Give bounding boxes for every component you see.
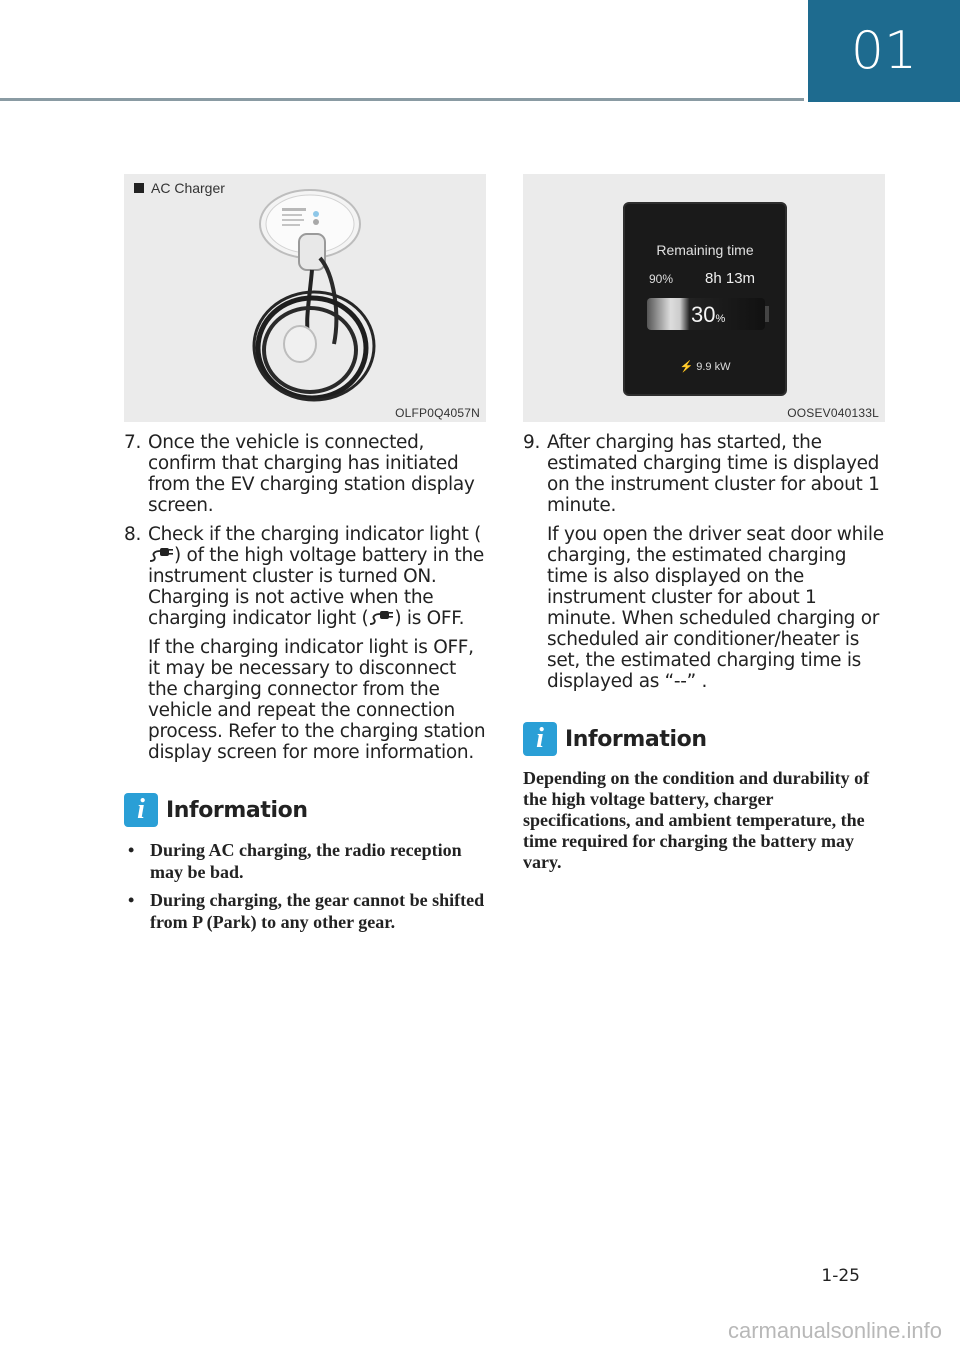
text-run: Check if the charging indicator light ( [148, 524, 482, 545]
page-number: 1-25 [821, 1266, 860, 1286]
cluster-screen [623, 202, 787, 396]
step-paragraph: If the charging indicator light is OFF, it may be necessary to disconnect the charging connector from the vehicle and repeat the connection process. Refer to the charging station display screen for more information. [148, 637, 486, 763]
state-of-charge [691, 302, 725, 328]
information-icon: i [523, 722, 557, 756]
figure-code: OLFP0Q4057N [395, 406, 480, 420]
remaining-time-value: 8h 13m [705, 270, 756, 287]
info-title: Information [565, 726, 707, 752]
info-paragraph: Depending on the condition and durability of the high voltage battery, charger specifications, and ambient temperature, the time required for charging the battery may vary. [523, 768, 870, 872]
charging-power: ⚡ 9.9 kW [679, 361, 731, 373]
step-paragraph: After charging has started, the estimated charging time is displayed on the instrument cluster for about 1 minute. [547, 432, 880, 516]
charging-plug-icon [368, 610, 394, 626]
info-heading [124, 793, 486, 827]
header-rule [0, 98, 804, 101]
bullet: • [128, 840, 135, 860]
list-item [124, 889, 486, 933]
bullet: • [128, 890, 135, 910]
step-paragraph: Once the vehicle is connected, confirm that charging has initiated from the EV charging station display screen. [148, 432, 475, 516]
list-item-text: During charging, the gear cannot be shifted from P (Park) to any other gear. [150, 890, 485, 932]
step-9 [523, 432, 885, 692]
instrument-cluster-figure [523, 174, 885, 422]
chapter-tab: 01 [808, 0, 960, 102]
remaining-time-label: Remaining time [656, 242, 754, 258]
list-item [124, 839, 486, 883]
target-percent: 90% [649, 272, 674, 286]
ac-charger-illustration [124, 174, 486, 422]
left-column [124, 174, 486, 939]
right-column [523, 174, 885, 873]
step-8 [124, 524, 486, 763]
step-number: 8. [124, 524, 142, 545]
soc-value: 30 [691, 302, 716, 327]
figure-caption-text: AC Charger [151, 180, 225, 196]
figure-code: OOSEV040133L [787, 406, 879, 420]
battery-tip [765, 306, 769, 322]
step-7 [124, 432, 486, 516]
list-item-text: During AC charging, the radio reception may be bad. [150, 840, 462, 882]
step-number: 7. [124, 432, 142, 453]
soc-unit: % [715, 313, 726, 325]
step-body [547, 432, 885, 692]
info-heading [523, 722, 885, 756]
charging-plug-icon [148, 547, 174, 563]
step-paragraph: If you open the driver seat door while charging, the estimated charging time is also displayed on the instrument cluster for about 1 minute. When scheduled charging or scheduled air conditioner/heater is set, the estimated charging time is displayed as “--” . [547, 524, 884, 692]
ac-charger-figure [124, 174, 486, 422]
step-body [148, 432, 486, 516]
text-run: ) of the high voltage battery in the instrument cluster is turned ON. Charging is not active when the charging indicator light ( [148, 545, 484, 629]
step-paragraph [148, 524, 486, 629]
info-title: Information [166, 797, 308, 823]
information-icon: i [124, 793, 158, 827]
step-number: 9. [523, 432, 541, 453]
watermark: carmanualsonline.info [727, 1318, 942, 1343]
info-list [124, 839, 486, 933]
step-body [148, 524, 486, 763]
left-steps [124, 432, 486, 763]
right-steps [523, 432, 885, 692]
text-run: ) is OFF. [394, 608, 465, 629]
